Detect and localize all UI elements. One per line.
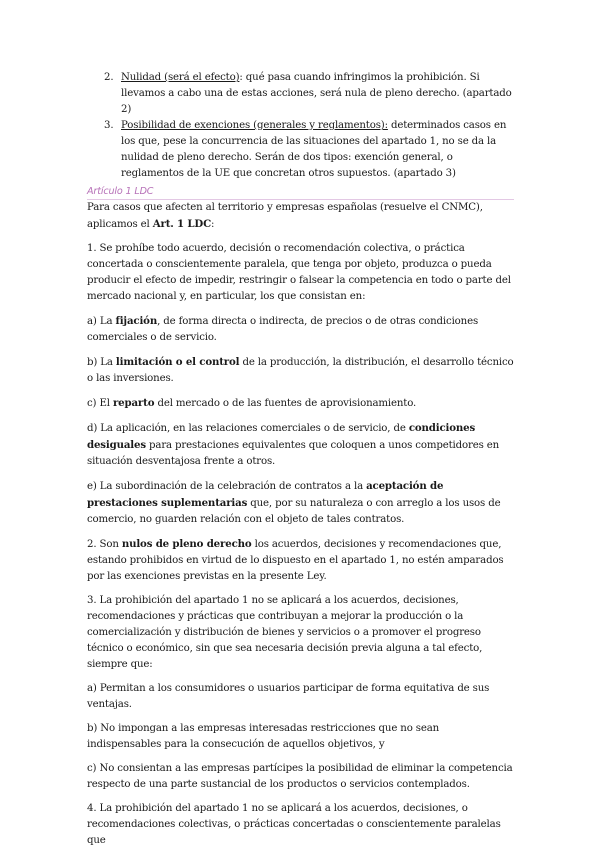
list-item-title: Posibilidad de exenciones (generales y reglamentos): — [121, 120, 388, 131]
paragraph-c — [87, 395, 514, 412]
paragraph-b — [87, 354, 514, 387]
text: d) La aplicación, en las relaciones comerciales o de servicio, de — [87, 423, 409, 434]
list-number: 2. — [104, 72, 114, 83]
list-item-text: determinados casos en los que, pese la concurrencia de las situaciones del apartado 1, no se da la nulidad de pleno derecho. Serán de dos tipos: exención general, o reglamentos de la UE que concretan otros supuestos. (apartado 3) — [121, 120, 507, 179]
bold-term: fijación — [115, 315, 158, 327]
list-item-title: Nulidad (será el efecto) — [121, 72, 240, 83]
bold-term: nulos de pleno derecho — [121, 538, 252, 550]
text: los acuerdos, decisiones y recomendaciones que, estando prohibidos en virtud de lo dispuesto en el apartado 1, no estén amparados por las exenciones previstas en la presente Ley. — [87, 539, 504, 582]
text: 2. Son — [87, 539, 122, 550]
paragraph-a — [87, 313, 514, 346]
paragraph-4: 4. La prohibición del apartado 1 no se aplicará a los acuerdos, decisiones, o recomendaciones colectivas, o prácticas concertadas o conscientemente paralelas que — [87, 803, 501, 846]
text: para prestaciones equivalentes que coloquen a unos competidores en situación desventajosa frente a otros. — [87, 440, 500, 467]
text: de la producción, la distribución, el desarrollo técnico o las inversiones. — [87, 357, 514, 384]
paragraph-3b: b) No impongan a las empresas interesadas restricciones que no sean indispensables para la consecución de aquellos objetivos, y — [87, 723, 440, 750]
intro-bold: Art. 1 LDC — [152, 218, 212, 230]
text: e) La subordinación de la celebración de contratos a la — [87, 481, 367, 492]
paragraph-d — [87, 420, 514, 470]
paragraph-1: 1. Se prohíbe todo acuerdo, decisión o recomendación colectiva, o práctica concertada o conscientemente paralela, que tenga por objeto, produzca o pueda producir el efecto de impedir, restringir o falsear la competencia en todo o parte del mercado nacional y, en particular, los que consistan en: — [87, 243, 511, 302]
section-heading: Artículo 1 LDC — [87, 184, 514, 200]
list-item — [87, 118, 514, 182]
paragraph-3: 3. La prohibición del apartado 1 no se aplicará a los acuerdos, decisiones, recomendaciones y prácticas que contribuyan a mejorar la producción o la comercialización y distribución de bienes y servicios o a promover el progreso técnico o económico, sin que sea necesaria decisión previa alguna a tal efecto, siempre que: — [87, 595, 483, 670]
numbered-list — [87, 70, 514, 182]
list-number: 3. — [104, 120, 114, 131]
text: , de forma directa o indirecta, de precios o de otras condiciones comerciales o de servicio. — [87, 316, 479, 343]
text: que, por su naturaleza o con arreglo a los usos de comercio, no guarden relación con el objeto de tales contratos. — [87, 498, 501, 525]
document-page — [87, 70, 514, 849]
text: b) La — [87, 357, 116, 368]
text: a) La — [87, 316, 116, 327]
paragraph-3c: c) No consientan a las empresas partícipes la posibilidad de eliminar la competencia respecto de una parte sustancial de los productos o servicios contemplados. — [87, 763, 513, 790]
text: del mercado o de las fuentes de aprovisionamiento. — [154, 398, 417, 409]
list-item-text: : qué pasa cuando infringimos la prohibición. Si llevamos a cabo una de estas acciones, será nula de pleno derecho. (apartado 2) — [121, 72, 512, 115]
paragraph-e — [87, 478, 514, 528]
bold-term: reparto — [112, 397, 155, 409]
bold-term: condiciones desiguales — [87, 422, 476, 451]
intro-text: Para casos que afecten al territorio y empresas españolas (resuelve el CNMC), aplicamos el — [87, 202, 483, 230]
text: c) El — [87, 398, 113, 409]
bold-term: aceptación de prestaciones suplementarias — [87, 480, 444, 509]
intro-end: : — [211, 219, 215, 230]
paragraph-2 — [87, 536, 514, 585]
list-item — [87, 70, 514, 118]
bold-term: limitación o el control — [115, 356, 240, 368]
intro-paragraph — [87, 200, 514, 233]
paragraph-3a: a) Permitan a los consumidores o usuarios participar de forma equitativa de sus ventajas. — [87, 683, 490, 710]
